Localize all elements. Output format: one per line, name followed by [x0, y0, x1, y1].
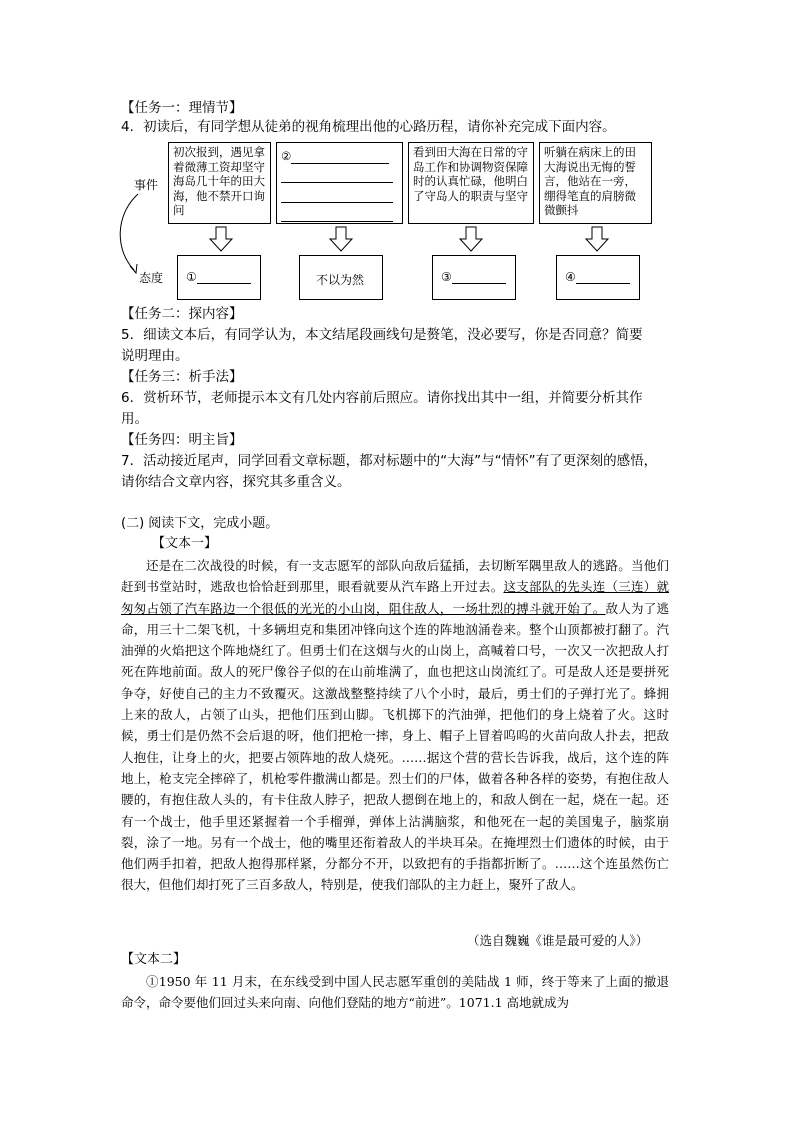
task3-title: 【任务三：析手法】	[121, 369, 243, 385]
label-attitude: 态度	[139, 271, 164, 285]
text2-label: 【文本二】	[121, 952, 187, 967]
task2-title: 【任务二：探内容】	[121, 306, 243, 322]
event-box-4: 听躺在病床上的田大海说出无悔的誓言，他站在一旁，绷得笔直的肩膀微微颤抖	[539, 142, 652, 224]
attitude-box-1[interactable]: ①	[177, 255, 261, 300]
question-7-line2: 请你结合文章内容，探究其多重含义。	[121, 474, 351, 490]
attitude-box-2: 不以为然	[299, 255, 383, 300]
attitude-box-3[interactable]: ③	[432, 255, 516, 300]
down-arrow-icon	[208, 226, 234, 253]
question-6-line2: 用。	[121, 411, 148, 427]
question-6-line1: 6．赏析环节，老师提示本文有几处内容前后照应。请你找出其中一组，并简要分析其作	[121, 390, 643, 406]
attitude-box-4[interactable]: ④	[556, 255, 640, 300]
question-7-line1: 7．活动接近尾声，同学回看文章标题，都对标题中的“大海”与“情怀”有了更深刻的感悟，	[121, 453, 658, 469]
down-arrow-icon	[584, 226, 610, 253]
question-4: 4．初读后，有同学想从徒弟的视角梳理出他的心路历程，请你补充完成下面内容。	[121, 119, 616, 135]
question-5-line2: 说明理由。	[121, 348, 189, 364]
down-arrow-icon	[458, 226, 484, 253]
question-5-line1: 5．细读文本后，有同学认为，本文结尾段画线句是赘笔，没必要写，你是否同意？简要	[121, 327, 643, 343]
event-box-3: 看到田大海在日常的守岛工作和协调物资保障时的认真忙碌，他明白了守岛人的职责与坚守	[408, 142, 534, 224]
task1-title: 【任务一：理情节】	[121, 100, 243, 116]
event-box-1: 初次报到，遇见拿着微薄工资却坚守海岛几十年的田大海，他不禁开口询问	[168, 142, 271, 224]
section-2-title: (二) 阅读下文，完成小题。	[121, 516, 279, 531]
text1-label: 【文本一】	[152, 536, 218, 551]
task4-title: 【任务四：明主旨】	[121, 432, 243, 448]
label-event: 事件	[134, 178, 159, 192]
underlined-sentence: 这支部队的先头连（三连）就匆匆占领了汽车路边一个很低的光光的小山岗，阻住敌人，一场壮烈的搏斗就开始了。	[121, 579, 669, 616]
down-arrow-icon	[328, 226, 354, 253]
text2-passage: ①1950 年 11 月末，在东线受到中国人民志愿军重创的美陆战 1 师，终于等来了上面的撤退命令，命令要他们回过头来向南、向他们登陆的地方“前进”。1071.1 高地就成为	[121, 974, 669, 1011]
event-box-2[interactable]: ②	[276, 142, 403, 224]
text1-passage: 还是在二次战役的时候，有一支志愿军的部队向敌后猛插，去切断军隅里敌人的逃路。当他们赶到书堂站时，逃敌也恰恰赶到那里，眼看就要从汽车路上开过去。这支部队的先头连（三连）就匆匆占领了汽车路边一个很低的光光的小山岗，阻住敌人，一场壮烈的搏斗就开始了。敌人为了逃命，用三十二架飞机，十多辆坦克和集团冲锋向这个连的阵地汹涌卷来。整个山顶都被打翻了。汽油弹的火焰把这个阵地烧红了。但勇士们在这烟与火的山岗上，高喊着口号，一次又一次把敌人打死在阵地前面。敌人的死尸像谷子似的在山前堆满了，血也把这山岗流红了。可是敌人还是要拼死争夺，好使自己的主力不致覆灭。这激战整整持续了八个小时，最后，勇士们的子弹打光了。蜂拥上来的敌人，占领了山头，把他们压到山脚。飞机掷下的汽油弹，把他们的身上烧着了火。这时候，勇士们是仍然不会后退的呀，他们把枪一摔，身上、帽子上冒着呜呜的火苗向敌人扑去，把敌人抱住，让身上的火，把要占领阵地的敌人烧死。……据这个营的营长告诉我，战后，这个连的阵地上，枪支完全摔碎了，机枪零件撒满山都是。烈士们的尸体，做着各种各样的姿势，有抱住敌人腰的，有抱住敌人头的，有卡住敌人脖子，把敌人摁倒在地上的，和敌人倒在一起，烧在一起。还有一个战士，他手里还紧握着一个手榴弹，弹体上沾满脑浆，和他死在一起的美国鬼子，脑浆崩裂，涂了一地。另有一个战士，他的嘴里还衔着敌人的半块耳朵。在掩埋烈士们遗体的时候，由于他们两手扣着，把敌人抱得那样紧，分都分不开，以致把有的手指都折断了。……这个连虽然伤亡很大，但他们却打死了三百多敌人，特别是，使我们部队的主力赶上，聚歼了敌人。	[121, 558, 669, 893]
text1-source: （选自魏巍《谁是最可爱的人》）	[467, 933, 649, 948]
